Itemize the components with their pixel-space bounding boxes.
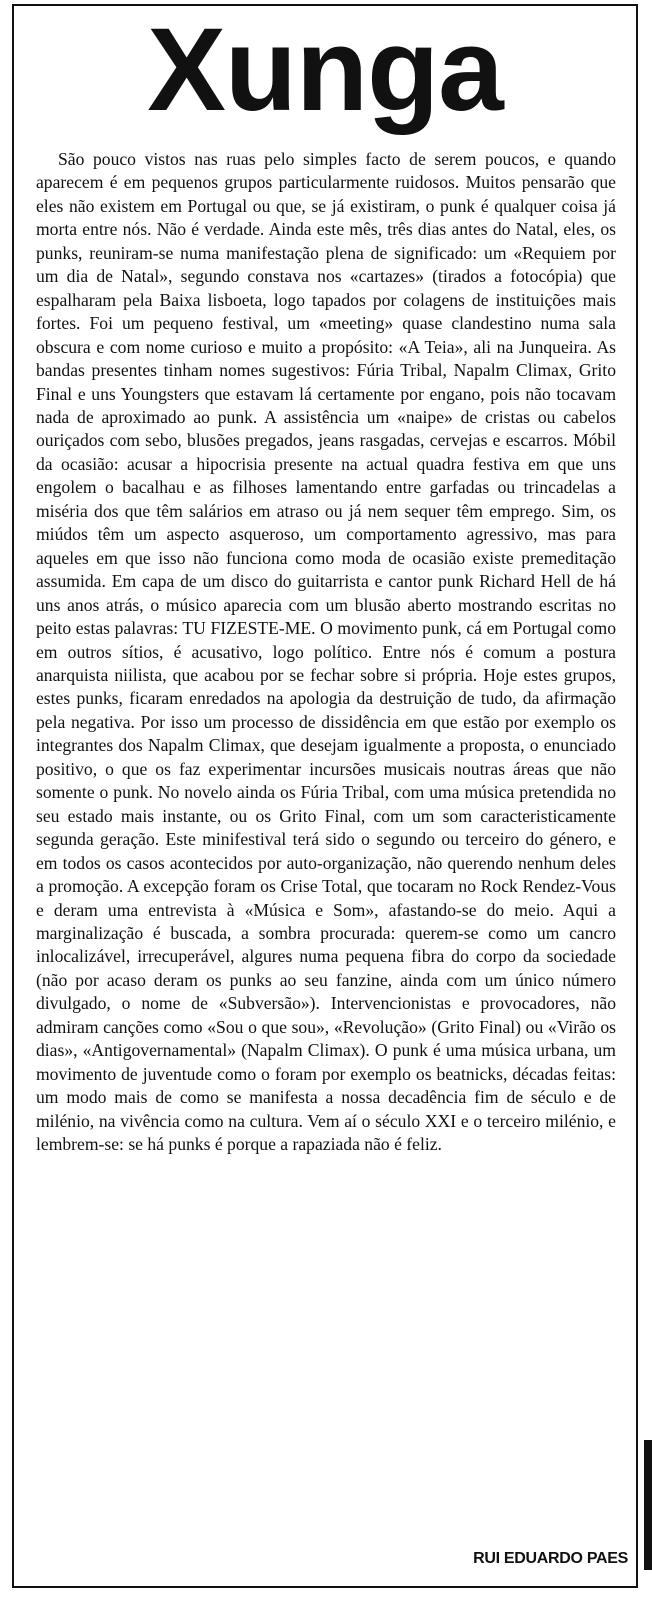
article-body: São pouco vistos nas ruas pelo simples facto de serem poucos, e quando aparecem é em pequenos grupos particularmente ruidosos. Muitos pensarão que eles não existem em Portugal ou que, se já existiram, o punk é qualquer coisa já morta entre nós. Não é verdade. Ainda este mês, três dias antes do Natal, eles, os punks, reuniram-se numa manifestação plena de significado: um «Requiem por um dia de Natal», segundo constava nos «cartazes» (tirados a fotocópia) que espalharam pela Baixa lisboeta, logo tapados por colagens de instituições mais fortes. Foi um pequeno festival, um «meeting» quase clandestino numa sala obscura e com nome curioso e muito a propósito: «A Teia», ali na Junqueira. As bandas presentes tinham nomes sugestivos: Fúria Tribal, Napalm Climax, Grito Final e uns Youngsters que estavam lá certamente por engano, pois não tocavam nada de aproximado ao punk. A assistência um «naipe» de cristas ou cabelos ouriçados com sebo, blusões pregados, jeans rasgadas, cervejas e escarros. Móbil da ocasião: acusar a hipocrisia presente na actual quadra festiva em que uns engolem o bacalhau e as filhoses lamentando entre garfadas ou trincadelas a miséria dos que têm salários em atraso ou já nem sequer têm emprego. Sim, os miúdos têm um aspecto asqueroso, um comportamento agressivo, mas para aqueles em que isso não funciona como moda de ocasião existe premeditação assumida. Em capa de um disco do guitarrista e cantor punk Richard Hell de há uns anos atrás, o músico aparecia com um blusão aberto mostrando escritas no peito estas palavras: TU FIZESTE-ME. O movimento punk, cá em Portugal como em outros sítios, é acusativo, logo político. Entre nós é comum a postura anarquista niilista, que acabou por se fechar sobre si própria. Hoje estes grupos, estes punks, ficaram enredados na apologia da destruição de tudo, da afirmação pela negativa. Por isso um processo de dissidência em que estão por exemplo os integrantes dos Napalm Climax, que desejam igualmente a proposta, o enunciado positivo, o que os faz experimentar incursões musicais noutras áreas que não somente o punk. No novelo ainda os Fúria Tribal, com uma música pretendida no seu estado mais instante, ou os Grito Final, com um som caracteristicamente segunda geração. Este minifestival terá sido o segundo ou terceiro do género, e em todos os casos acontecidos por auto-organização, não querendo nenhum deles a promoção. A excepção foram os Crise Total, que tocaram no Rock Rendez-Vous e deram uma entrevista à «Música e Som», afastando-se do meio. Aqui a marginalização é buscada, a sombra procurada: querem-se como um cancro inlocalizável, irrecuperável, algures numa pequena fibra do corpo da sociedade (não por acaso deram os punks ao seu fanzine, ainda com um único número divulgado, o nome de «Subversão»). Intervencionistas e provocadores, não admiram canções como «Sou o que sou», «Revolução» (Grito Final) ou «Virão os dias», «Antigovernamental» (Napalm Climax). O punk é uma música urbana, um movimento de juventude como o foram por exemplo os beatnicks, décadas feitas: um modo mais de como se manifesta a nossa decadência fim de século e de milénio, na vivência como na cultura. Vem aí o século XXI e o terceiro milénio, e lembrem-se: se há punks é porque a rapaziada não é feliz.	[36, 149, 616, 1155]
article-byline: RUI EDUARDO PAES	[473, 1550, 628, 1567]
article-title: Xunga	[147, 4, 503, 136]
edge-bar	[644, 1440, 652, 1570]
